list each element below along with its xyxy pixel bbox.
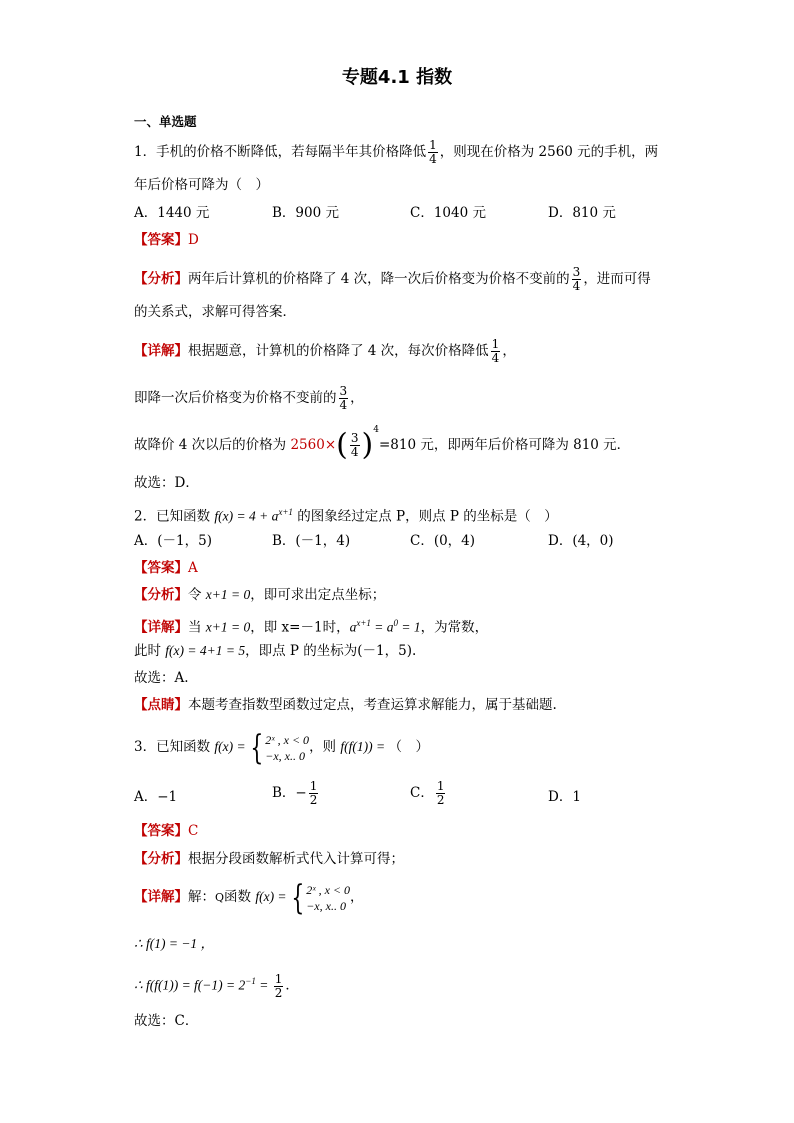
q3-piecewise: 2ˣ , x < 0 −x, x.. 0 bbox=[265, 732, 310, 763]
q2-comment: 【点睛】本题考查指数型函数过定点，考查运算求解能力，属于基础题. bbox=[134, 697, 557, 713]
q1-detail-line2-fraction: $\frac{3}{4}$ bbox=[339, 384, 348, 412]
page-title: 专题4.1 指数 bbox=[341, 67, 453, 88]
q1-stem-fraction: $\frac{1}{4}$ bbox=[429, 138, 437, 166]
q2-detail-line2: 此时 f(x) = 4+1 = 5，即点 P 的坐标为(－1，5). bbox=[134, 643, 417, 659]
q1-detail-line3: 故降价 4 次以后的价格为 2560×( $\frac{3}{4}$ )$^4$=810 元，即两年后价格可降为 810 元． bbox=[134, 424, 631, 463]
q1-option-d: D．810 元 bbox=[548, 205, 616, 221]
q2-option-c: C．(0，4) bbox=[410, 533, 476, 549]
q1-stem-text-b: ，则现在价格为 2560 元的手机，两 bbox=[439, 144, 659, 160]
q3-analysis: 【分析】根据分段函数解析式代入计算可得； bbox=[134, 851, 404, 867]
q2-detail-line1: 【详解】当 x+1 = 0，即 x=－1时，$a^{x+1} = a^0 = 1$，为常数， bbox=[134, 618, 489, 636]
answer-tag: 【答案】 bbox=[134, 232, 188, 248]
q1-answer bbox=[134, 231, 199, 249]
comment-tag: 【点睛】 bbox=[134, 697, 188, 713]
q3-detail-line1: 【详解】解：Q函数 f(x) = { 2ˣ , x < 0 −x, x.. 0 ， bbox=[134, 877, 364, 918]
q3-option-c: C． $\frac{1}{2}$ bbox=[410, 779, 445, 807]
q3-option-a: A．−1 bbox=[134, 789, 178, 805]
q1-detail-fraction: $\frac{1}{4}$ bbox=[491, 337, 500, 365]
q2-option-d: D．(4，0) bbox=[548, 533, 614, 549]
detail-tag: 【详解】 bbox=[134, 343, 188, 359]
q3-answer: 【答案】C bbox=[134, 823, 199, 839]
q1-detail-line2: 即降一次后价格变为价格不变前的 $\frac{3}{4}$ ， bbox=[134, 384, 364, 412]
q3-detail-piecewise: 2ˣ , x < 0 −x, x.. 0 bbox=[306, 882, 350, 913]
q1-option-a: A．1440 元 bbox=[134, 205, 210, 221]
q2-option-b: B．(－1，4) bbox=[272, 533, 351, 549]
q2-option-a: A．(－1，5) bbox=[134, 533, 212, 549]
q1-detail-line1: 【详解】根据题意，计算机的价格降了 4 次，每次价格降低 $\frac{1}{4}$ ， bbox=[134, 337, 516, 365]
q3-detail-line2: ∴ f(1) = −1 ， bbox=[134, 936, 215, 951]
q1-detail-line3-fraction: $\frac{3}{4}$ bbox=[350, 431, 359, 459]
q1-answer-value: D bbox=[188, 232, 199, 248]
q2-answer: 【答案】A bbox=[134, 560, 198, 576]
q3-options bbox=[134, 779, 634, 812]
q1-stem-line1 bbox=[134, 139, 658, 166]
q3-option-d: D．1 bbox=[548, 789, 581, 805]
q1-analysis-line2: 的关系式，求解可得答案． bbox=[134, 304, 296, 320]
q2-stem: 2．已知函数 $f(x) = 4 + a^{x+1}$ 的图象经过定点 P，则点 P 的坐标是（ ） bbox=[134, 507, 558, 525]
section-heading: 一、单选题 bbox=[134, 114, 197, 129]
q1-analysis-line1: 【分析】两年后计算机的价格降了 4 次，降一次后价格变为价格不变前的 $\frac{3}{4}$ ，进而可得 bbox=[134, 265, 651, 293]
q1-stem-text-a: 1．手机的价格不断降低，若每隔半年其价格降低 bbox=[134, 144, 427, 160]
q3-stem: 3．已知函数 f(x) = { 2ˣ , x < 0 −x, x.. 0 ，则 f(f(1)) = （ ） bbox=[134, 727, 429, 768]
q1-conclusion: 故选：D． bbox=[134, 475, 199, 491]
q3-conclusion: 故选：C． bbox=[134, 1013, 199, 1029]
q1-option-c: C．1040 元 bbox=[410, 205, 486, 221]
q2-conclusion: 故选：A. bbox=[134, 670, 189, 686]
q1-stem-line2: 年后价格可降为（ ） bbox=[134, 177, 269, 193]
q3-detail-line3: ∴ $f(f(1)) = f(-1) = 2^{-1}$ = $\frac{1}{2}$ ． bbox=[134, 971, 299, 1000]
q2-analysis: 【分析】令 x+1 = 0，即可求出定点坐标； bbox=[134, 587, 386, 603]
analysis-tag: 【分析】 bbox=[134, 271, 188, 287]
q1-option-b: B．900 元 bbox=[272, 205, 339, 221]
q3-option-b: B．− $\frac{1}{2}$ bbox=[272, 779, 318, 807]
q1-analysis-fraction: $\frac{3}{4}$ bbox=[572, 265, 581, 293]
